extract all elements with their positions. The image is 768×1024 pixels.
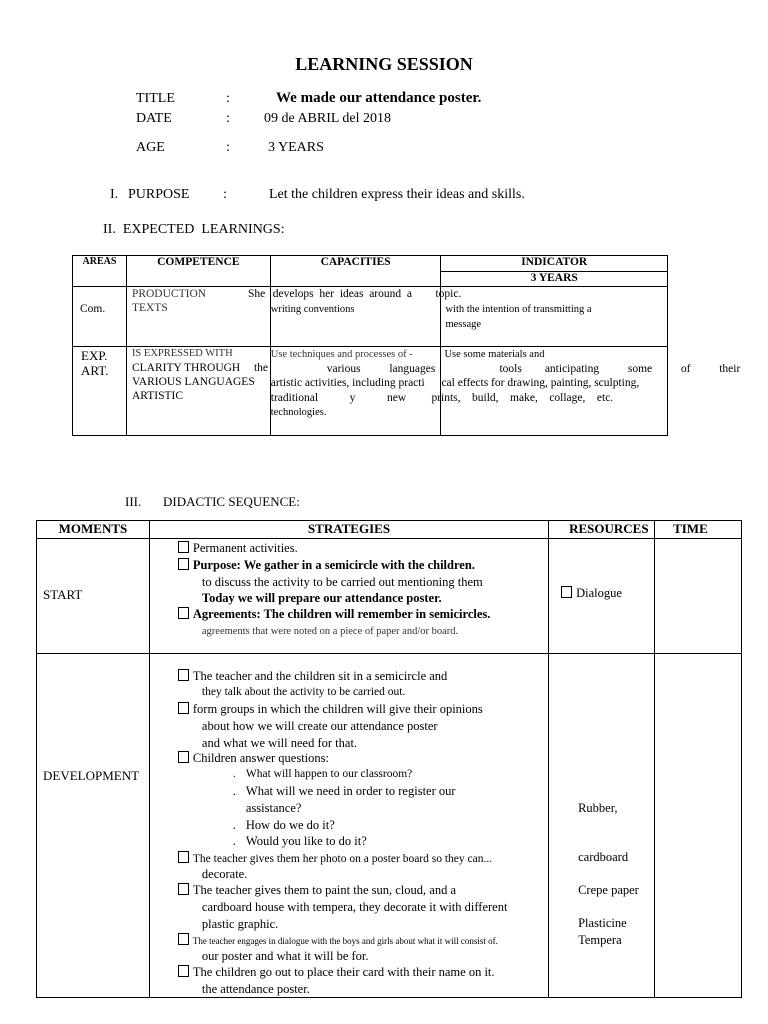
dev-line-text: and what we will need for that.: [201, 736, 358, 750]
didactic-sequence-table: [36, 520, 742, 998]
row-art-indicator: [431, 347, 741, 436]
checkbox-icon: [178, 669, 189, 681]
dev-question: [224, 784, 456, 799]
title-label: TITLE: [136, 91, 175, 106]
start-line-text: Agreements: The children will remember in semicircles.: [192, 607, 491, 621]
bullet-mark: .: [232, 784, 236, 798]
row-com-capacities: [270, 287, 441, 347]
dev-line: [178, 702, 483, 717]
checkbox-icon: [178, 883, 189, 895]
date-colon: :: [226, 111, 230, 126]
dev-line-text: Children answer questions:: [192, 751, 329, 765]
col-moments: MOMENTS: [37, 521, 150, 539]
dev-line: [178, 965, 495, 980]
dev-resource: cardboard: [578, 850, 629, 864]
development-time-cell: [655, 654, 742, 998]
dev-line-text: How do we do it?: [245, 818, 335, 832]
dev-line-text: decorate.: [201, 867, 248, 881]
development-strategies-cell: [149, 654, 548, 998]
start-line: [178, 558, 475, 573]
bullet-mark: .: [232, 834, 236, 848]
age-value: 3 YEARS: [268, 140, 324, 155]
start-line-text: Today we will prepare our attendance poster.: [201, 591, 442, 605]
start-line: [178, 541, 298, 556]
competence-line: TEXTS: [131, 302, 168, 314]
development-moment: DEVELOPMENT: [43, 768, 140, 783]
indicator-line: message: [445, 319, 482, 330]
purpose-text: Let the children express their ideas and skills.: [269, 187, 525, 202]
dev-resource: Crepe paper: [578, 883, 639, 897]
capacity-line: technologies.: [270, 407, 327, 418]
start-line-text: to discuss the activity to be carried out mentioning them: [201, 575, 483, 589]
date-value: 09 de ABRIL del 2018: [264, 111, 392, 126]
dev-line-text: What will we need in order to register our: [245, 784, 456, 798]
checkbox-icon: [178, 933, 189, 945]
col-areas: AREAS: [73, 256, 127, 287]
capacity-line: develops her ideas around a: [272, 288, 412, 300]
dev-line-text: plastic graphic.: [201, 917, 279, 931]
start-time-cell: [655, 539, 742, 654]
competence-line: CLARITY THROUGH: [131, 362, 241, 374]
development-resources-cell: [549, 654, 655, 998]
dev-line-text: they talk about the activity to be carried out.: [201, 686, 406, 698]
age-colon: :: [226, 140, 230, 155]
area-text: Com.: [80, 303, 106, 315]
dev-line-text: Would you like to do it?: [245, 834, 367, 848]
dev-line-text: The teacher and the children sit in a semicircle and: [192, 669, 448, 683]
capacity-line: writing conventions: [270, 304, 355, 315]
expected-heading: II. EXPECTED LEARNINGS:: [103, 222, 285, 237]
start-resource-text: Dialogue: [576, 586, 622, 600]
start-resources-cell: [549, 539, 655, 654]
checkbox-icon: [561, 586, 572, 598]
col-indicator: INDICATOR: [441, 256, 668, 272]
purpose-colon: :: [223, 187, 227, 202]
dev-line-text: about how we will create our attendance poster: [201, 719, 438, 733]
dev-line: [178, 933, 498, 946]
row-art-area: [73, 347, 127, 436]
checkbox-icon: [178, 965, 189, 977]
dev-question: [224, 768, 412, 780]
dev-line: [178, 883, 456, 898]
dev-line-text: assistance?: [245, 801, 302, 815]
dev-line: [178, 851, 492, 865]
competence-overflow: She: [247, 288, 266, 300]
competence-line: ARTISTIC: [131, 390, 183, 402]
dev-resource: Tempera: [578, 933, 622, 947]
dev-line: [178, 669, 447, 684]
indicator-line: prints, build, make, collage, etc.: [431, 392, 614, 404]
title-value: We made our attendance poster.: [276, 90, 482, 106]
col-competence: COMPETENCE: [126, 256, 270, 287]
start-line-text: agreements that were noted on a piece of paper and/or board.: [201, 626, 459, 637]
dev-line-text: The teacher engages in dialogue with the boys and girls about what it will consist of.: [192, 936, 498, 946]
indicator-line: cal effects for drawing, painting, sculpting,: [441, 377, 640, 389]
checkbox-icon: [178, 851, 189, 863]
development-moment-cell: [37, 654, 150, 998]
dev-line-text: What will happen to our classroom?: [245, 768, 413, 780]
date-label: DATE: [136, 111, 172, 126]
checkbox-icon: [178, 541, 189, 553]
capacity-line: various languages: [326, 363, 436, 375]
start-line-text: Permanent activities.: [192, 541, 298, 555]
capacity-line: artistic activities, including practi: [270, 377, 425, 389]
dev-line-text: our poster and what it will be for.: [201, 949, 369, 963]
area-text: EXP. ART.: [81, 348, 109, 378]
dev-question: [224, 834, 367, 849]
capacity-line: Use techniques and processes of -: [270, 349, 413, 360]
competence-line: IS EXPRESSED WITH: [131, 348, 233, 359]
title-colon: :: [226, 91, 230, 106]
dev-line-text: The teacher gives them her photo on a poster board so they can...: [192, 853, 493, 865]
didactic-number: III.: [125, 494, 142, 509]
start-resource: [561, 586, 622, 601]
dev-resource: Rubber,: [578, 801, 618, 815]
row-com-competence: [126, 287, 270, 347]
col-resources: RESOURCES: [549, 521, 655, 539]
start-line: [178, 607, 491, 622]
col-strategies: STRATEGIES: [149, 521, 548, 539]
purpose-label: PURPOSE: [128, 187, 190, 202]
col-indicator-age: 3 YEARS: [441, 272, 668, 287]
dev-line-text: The teacher gives them to paint the sun, cloud, and a: [192, 883, 457, 897]
age-label: AGE: [136, 140, 165, 155]
competence-overflow: the: [253, 362, 268, 374]
bullet-mark: .: [233, 768, 236, 780]
dev-line: [178, 751, 329, 766]
dev-line-text: form groups in which the children will give their opinions: [192, 702, 483, 716]
dev-line-text: The children go out to place their card with their name on it.: [192, 965, 495, 979]
dev-line-text: cardboard house with tempera, they decorate it with different: [201, 900, 508, 914]
dev-question: [224, 818, 335, 833]
purpose-number: I.: [110, 187, 119, 202]
checkbox-icon: [178, 702, 189, 714]
capacity-line: traditional y new: [270, 392, 407, 404]
row-art-capacities: [270, 347, 441, 436]
dev-resource: Plasticine: [578, 916, 627, 930]
didactic-heading: DIDACTIC SEQUENCE:: [163, 494, 300, 509]
competence-line: VARIOUS LANGUAGES: [131, 376, 255, 388]
checkbox-icon: [178, 607, 189, 619]
indicator-line: tools anticipating some of their: [499, 363, 741, 375]
checkbox-icon: [178, 558, 189, 570]
capacity-overflow: topic.: [435, 288, 462, 300]
start-line-text: Purpose: We gather in a semicircle with the children.: [192, 558, 475, 572]
start-strategies-cell: [149, 539, 548, 654]
page-title: LEARNING SESSION: [295, 54, 473, 74]
indicator-line: with the intention of transmitting a: [445, 304, 592, 315]
checkbox-icon: [178, 751, 189, 763]
dev-line-text: the attendance poster.: [201, 982, 310, 996]
col-time: TIME: [655, 521, 742, 539]
indicator-line: Use some materials and: [444, 349, 545, 360]
row-art-competence: [126, 347, 270, 436]
expected-learnings-table: [72, 255, 741, 436]
row-com-area: [73, 287, 127, 347]
col-capacities: CAPACITIES: [270, 256, 441, 287]
start-moment: START: [43, 587, 83, 602]
bullet-mark: .: [232, 818, 236, 832]
start-moment-cell: [37, 539, 150, 654]
row-com-indicator: [435, 287, 668, 347]
competence-line: PRODUCTION: [131, 288, 207, 300]
